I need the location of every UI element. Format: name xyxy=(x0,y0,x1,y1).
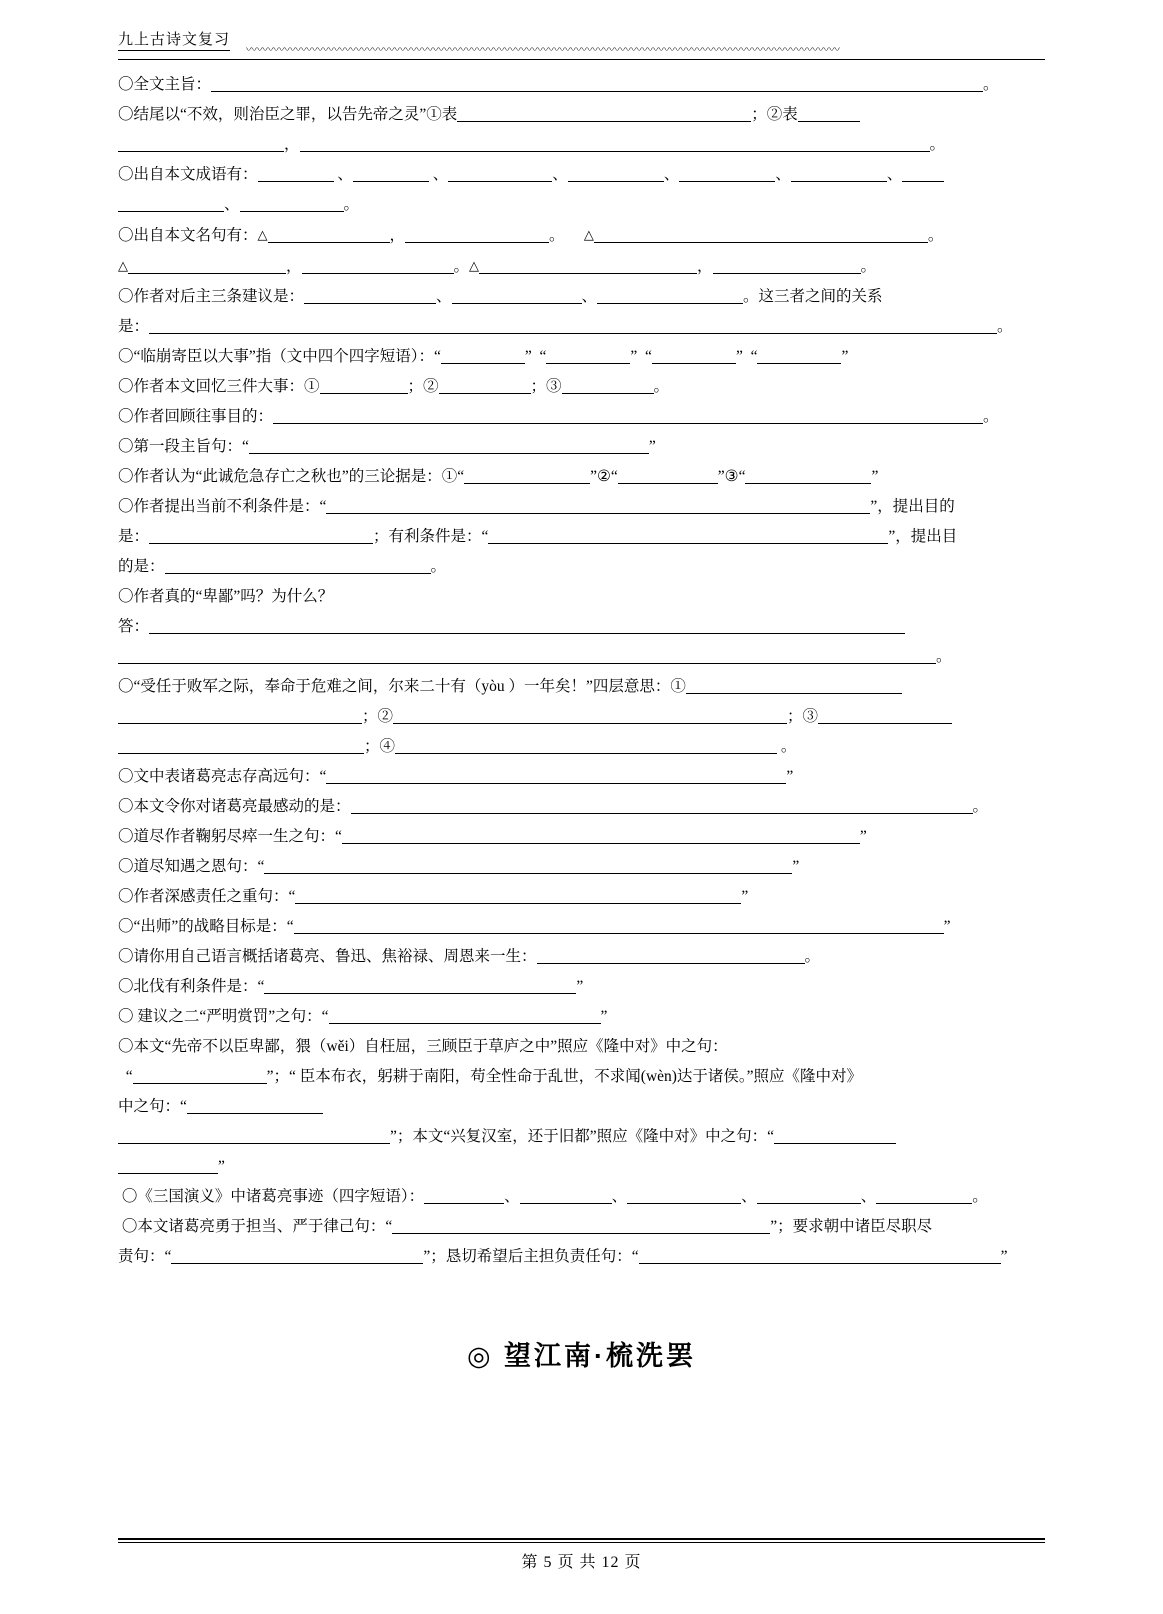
q7-label: 〇作者本文回忆三件大事：① xyxy=(118,378,320,395)
q10-end: ” xyxy=(871,468,879,485)
q18-end: ” xyxy=(741,888,749,905)
question-line-5-cont xyxy=(118,312,1045,342)
q17-label: 〇道尽知遇之恩句：“ xyxy=(118,858,265,875)
q12-answer-label: 答： xyxy=(118,618,150,635)
q2-mid: ；②表 xyxy=(751,106,798,123)
header-wave-decoration: 〰〰〰〰〰〰〰〰〰〰〰〰〰〰〰〰〰〰〰〰〰〰〰〰〰〰〰〰〰〰〰〰〰〰〰〰〰〰〰〰〰〰〰〰〰〰〰〰〰〰〰〰〰〰 xyxy=(246,47,840,53)
q4-period3: 。 xyxy=(453,258,470,275)
q23-b2: ”；“ 臣本布衣，躬耕于南阳，苟全性命于乱世，不求闻(wèn)达于诸侯。”照应《隆中对》 xyxy=(266,1068,863,1085)
q3-sep1: 、 xyxy=(337,166,353,183)
q7-m1: ；② xyxy=(407,378,439,395)
q11-label3: 的是： xyxy=(118,558,165,575)
q10-m1: ”②“ xyxy=(590,468,618,485)
q13-m1: ；② xyxy=(362,708,394,725)
footer-divider-bottom xyxy=(118,1542,1045,1543)
blank-16[interactable] xyxy=(342,828,860,844)
blank-23c[interactable] xyxy=(118,1128,390,1144)
blank-7a[interactable] xyxy=(320,378,408,394)
blank-6a[interactable] xyxy=(441,348,525,364)
question-line-3 xyxy=(118,160,1045,190)
q3-end: 。 xyxy=(343,196,360,213)
q4-comma2: ， xyxy=(286,258,302,275)
q7-m2: ；③ xyxy=(530,378,562,395)
triangle-marker-1: △ xyxy=(257,227,268,242)
blank-11c[interactable] xyxy=(488,528,888,544)
q3-sep7: 、 xyxy=(224,196,240,213)
blank-25a[interactable] xyxy=(392,1218,770,1234)
blank-3e[interactable] xyxy=(679,166,775,182)
q18-label: 〇作者深感责任之重句：“ xyxy=(118,888,296,905)
q24-sep1: 、 xyxy=(504,1188,520,1205)
question-line-3-cont xyxy=(118,190,1045,220)
blank-23b[interactable] xyxy=(187,1098,323,1114)
blank-24b[interactable] xyxy=(520,1188,612,1204)
q24-sep2: 、 xyxy=(611,1188,628,1205)
blank-10b[interactable] xyxy=(618,468,718,484)
question-line-24 xyxy=(118,1182,1045,1212)
q23-c: 中之句：“ xyxy=(118,1098,187,1115)
q14-end: ” xyxy=(786,768,794,785)
q8-end: 。 xyxy=(983,408,999,425)
blank-4e[interactable] xyxy=(302,258,454,274)
q4-period2: 。 xyxy=(927,227,944,244)
q25-m2: ”；恳切希望后主担负责任句：“ xyxy=(423,1248,639,1265)
blank-13d[interactable] xyxy=(818,708,952,724)
footer-divider-top xyxy=(118,1538,1045,1540)
question-line-11 xyxy=(118,492,1045,522)
q25-m1: ”；要求朝中诸臣尽职尽 xyxy=(770,1218,933,1235)
question-line-10 xyxy=(118,462,1045,492)
q24-end: 。 xyxy=(972,1188,988,1205)
question-line-23-cont xyxy=(118,1062,1045,1092)
question-line-5 xyxy=(118,282,1045,312)
question-line-8 xyxy=(118,402,1045,432)
blank-22[interactable] xyxy=(329,1008,601,1024)
blank-7b[interactable] xyxy=(439,378,531,394)
blank-2c[interactable] xyxy=(118,136,284,152)
question-line-13-cont2 xyxy=(118,732,1045,762)
blank-1[interactable] xyxy=(211,76,983,92)
q15-end: 。 xyxy=(972,798,989,815)
blank-12b[interactable] xyxy=(118,648,936,664)
blank-3h[interactable] xyxy=(118,196,224,212)
blank-21[interactable] xyxy=(264,978,576,994)
blank-9[interactable] xyxy=(249,438,649,454)
q13-label: 〇“受任于败军之际，奉命于危难之间，尔来二十有（yòu ）一年矣！”四层意思：① xyxy=(118,678,686,695)
q23-quote-open: “ xyxy=(125,1068,133,1085)
q5-sep2: 、 xyxy=(581,288,598,305)
q17-end: ” xyxy=(792,858,800,875)
blank-5d[interactable] xyxy=(149,318,997,334)
question-line-1 xyxy=(118,70,1045,100)
blank-6b[interactable] xyxy=(546,348,630,364)
q5-sep1: 、 xyxy=(436,288,452,305)
blank-4d[interactable] xyxy=(128,258,286,274)
blank-2d[interactable] xyxy=(300,136,930,152)
question-line-13 xyxy=(118,672,1045,702)
worksheet-body xyxy=(118,70,1045,1272)
q3-label: 〇出自本文成语有： xyxy=(118,166,258,183)
q10-m2: ”③“ xyxy=(717,468,746,485)
blank-4g[interactable] xyxy=(713,258,861,274)
page-header xyxy=(118,28,1045,56)
q12-end: 。 xyxy=(936,648,952,665)
q3-sep3: 、 xyxy=(552,166,568,183)
q24-label: 〇《三国演义》中诸葛亮事迹（四字短语）： xyxy=(121,1188,425,1205)
blank-5b[interactable] xyxy=(452,288,582,304)
blank-2a[interactable] xyxy=(457,106,751,122)
blank-3c[interactable] xyxy=(448,166,552,182)
header-title: 九上古诗文复习 xyxy=(118,28,230,51)
question-line-25-cont xyxy=(118,1242,1045,1272)
q11-m1: ”，提出目的 xyxy=(870,498,955,515)
blank-4c[interactable] xyxy=(594,227,928,243)
blank-13c[interactable] xyxy=(393,708,787,724)
question-line-23 xyxy=(118,1032,1045,1062)
triangle-marker-4: △ xyxy=(469,258,480,273)
q19-label: 〇“出师”的战略目标是：“ xyxy=(118,918,294,935)
q8-label: 〇作者回顾往事目的： xyxy=(118,408,274,425)
blank-20[interactable] xyxy=(537,948,805,964)
blank-6d[interactable] xyxy=(757,348,841,364)
q2-end: 。 xyxy=(929,136,946,153)
q19-end: ” xyxy=(943,918,951,935)
question-line-2-cont xyxy=(118,130,1045,160)
q16-label: 〇道尽作者鞠躬尽瘁一生之句：“ xyxy=(118,828,342,845)
q14-label: 〇文中表诸葛亮志存高远句：“ xyxy=(118,768,327,785)
blank-3a[interactable] xyxy=(258,166,334,182)
blank-25b[interactable] xyxy=(171,1248,423,1264)
blank-14[interactable] xyxy=(326,768,786,784)
question-line-19 xyxy=(118,912,1045,942)
blank-5a[interactable] xyxy=(304,288,436,304)
section-title-wangjiangnan: ◎ 望江南·梳洗罢 xyxy=(466,1341,697,1371)
q20-end: 。 xyxy=(804,948,821,965)
q16-end: ” xyxy=(859,828,867,845)
q11-label: 〇作者提出当前不利条件是：“ xyxy=(118,498,327,515)
q10-label: 〇作者认为“此诚危急存亡之秋也”的三论据是：①“ xyxy=(118,468,465,485)
question-line-12-answer xyxy=(118,612,1045,642)
blank-18[interactable] xyxy=(295,888,741,904)
question-line-12-answer-cont xyxy=(118,642,1045,672)
question-line-14 xyxy=(118,762,1045,792)
q12-label: 〇作者真的“卑鄙”吗？为什么？ xyxy=(118,588,334,605)
q25-label2: 责句：“ xyxy=(118,1248,172,1265)
blank-7c[interactable] xyxy=(562,378,654,394)
blank-24a[interactable] xyxy=(424,1188,504,1204)
q4-period4: 。 xyxy=(860,258,877,275)
question-line-11-cont2 xyxy=(118,552,1045,582)
question-line-4-cont xyxy=(118,251,1045,282)
q23-label: 〇本文“先帝不以臣卑鄙，猥（wěi）自枉屈，三顾臣于草庐之中”照应《隆中对》中之句： xyxy=(118,1038,728,1055)
q13-m3: ；④ xyxy=(364,738,396,755)
blank-4b[interactable] xyxy=(405,227,549,243)
question-line-9 xyxy=(118,432,1045,462)
blank-13f[interactable] xyxy=(395,738,777,754)
blank-6c[interactable] xyxy=(652,348,736,364)
page-footer xyxy=(118,1538,1045,1572)
triangle-marker-2: △ xyxy=(583,227,594,242)
blank-12a[interactable] xyxy=(149,618,905,634)
blank-3b[interactable] xyxy=(353,166,429,182)
q13-end: 。 xyxy=(780,738,797,755)
q22-label: 〇 建议之二“严明赏罚”之句：“ xyxy=(118,1008,329,1025)
blank-23a[interactable] xyxy=(133,1068,267,1084)
blank-8[interactable] xyxy=(273,408,983,424)
blank-10c[interactable] xyxy=(745,468,871,484)
q21-end: ” xyxy=(576,978,584,995)
q3-sep4: 、 xyxy=(663,166,680,183)
q5-label: 〇作者对后主三条建议是： xyxy=(118,288,305,305)
q24-sep4: 、 xyxy=(860,1188,877,1205)
question-line-16 xyxy=(118,822,1045,852)
q11-m2: ；有利条件是：“ xyxy=(373,528,489,545)
q4-label: 〇出自本文名句有： xyxy=(118,227,258,244)
q25-end: ” xyxy=(1000,1248,1008,1265)
q24-sep3: 、 xyxy=(741,1188,757,1205)
question-line-13-cont xyxy=(118,702,1045,732)
question-line-6: 〇“临崩寄臣以大事”指（文中四个四字短语）：“ ” “ ” “ ” “ ” xyxy=(118,348,849,365)
question-line-12 xyxy=(118,582,1045,612)
q1-end: 。 xyxy=(983,76,999,93)
blank-3d[interactable] xyxy=(568,166,664,182)
q7-end: 。 xyxy=(653,378,670,395)
q5-label2: 是： xyxy=(118,318,150,335)
question-line-11-cont xyxy=(118,522,1045,552)
q3-sep6: 、 xyxy=(886,166,903,183)
header-divider xyxy=(118,59,1045,60)
q2-sep: ， xyxy=(284,136,300,153)
blank-24c[interactable] xyxy=(627,1188,741,1204)
question-line-4 xyxy=(118,220,1045,251)
blank-23d[interactable] xyxy=(774,1128,896,1144)
blank-13a[interactable] xyxy=(686,678,902,694)
question-line-2 xyxy=(118,100,1045,130)
blank-3f[interactable] xyxy=(791,166,887,182)
blank-15[interactable] xyxy=(351,798,973,814)
q5-mid: 。这三者之间的关系 xyxy=(743,288,883,305)
q11-m3: ”，提出目 xyxy=(888,528,958,545)
q1-label: 〇全文主旨： xyxy=(118,76,212,93)
blank-10a[interactable] xyxy=(464,468,590,484)
q6-label: 〇“临崩寄臣以大事”指（文中四个四字短语）： xyxy=(118,348,435,365)
q25-label: 〇本文诸葛亮勇于担当、严于律己句：“ xyxy=(121,1218,393,1235)
q20-label: 〇请你用自己语言概括诸葛亮、鲁迅、焦裕禄、周恩来一生： xyxy=(118,948,537,965)
blank-4f[interactable] xyxy=(479,258,697,274)
blank-11a[interactable] xyxy=(326,498,870,514)
q9-label: 〇第一段主旨句：“ xyxy=(118,438,249,455)
q22-end: ” xyxy=(600,1008,608,1025)
page-number: 第 5 页 共 12 页 xyxy=(521,1554,642,1571)
question-line-23-cont4 xyxy=(118,1152,1045,1182)
question-line-17 xyxy=(118,852,1045,882)
question-line-23-cont3 xyxy=(118,1122,1045,1152)
blank-3g[interactable] xyxy=(902,166,944,182)
blank-24d[interactable] xyxy=(757,1188,861,1204)
blank-23e[interactable] xyxy=(118,1158,218,1174)
question-line-22 xyxy=(118,1002,1045,1032)
question-line-7 xyxy=(118,372,1045,402)
triangle-marker-3: △ xyxy=(118,258,128,273)
q5-end: 。 xyxy=(997,318,1013,335)
question-line-20 xyxy=(118,942,1045,972)
q4-period1: 。 xyxy=(549,227,565,244)
blank-24e[interactable] xyxy=(876,1188,972,1204)
question-line-15 xyxy=(118,792,1045,822)
q11-end: 。 xyxy=(430,558,447,575)
q23-e: ” xyxy=(218,1158,225,1175)
q23-d: ”；本文“兴复汉室，还于旧都”照应《隆中对》中之句：“ xyxy=(390,1128,775,1145)
blank-4a[interactable] xyxy=(268,227,390,243)
q2-label: 〇结尾以“不效，则治臣之罪，以告先帝之灵”①表 xyxy=(118,106,458,123)
q4-comma1: ， xyxy=(389,227,406,244)
question-line-25 xyxy=(118,1212,1045,1242)
blank-11b[interactable] xyxy=(149,528,373,544)
blank-11d[interactable] xyxy=(165,558,431,574)
blank-13b[interactable] xyxy=(118,708,362,724)
q15-label: 〇本文令你对诸葛亮最感动的是： xyxy=(118,798,351,815)
q11-label2: 是： xyxy=(118,528,150,545)
q3-sep2: 、 xyxy=(432,166,449,183)
blank-5c[interactable] xyxy=(597,288,743,304)
blank-13e[interactable] xyxy=(118,738,364,754)
question-line-21 xyxy=(118,972,1045,1002)
q13-m2: ；③ xyxy=(787,708,819,725)
blank-2b[interactable] xyxy=(798,106,860,122)
blank-19[interactable] xyxy=(294,918,944,934)
blank-17[interactable] xyxy=(264,858,792,874)
q4-comma3: ， xyxy=(697,258,713,275)
question-line-18 xyxy=(118,882,1045,912)
blank-25c[interactable] xyxy=(639,1248,1001,1264)
question-line-23-cont2 xyxy=(118,1092,1045,1122)
q3-sep5: 、 xyxy=(775,166,791,183)
blank-3i[interactable] xyxy=(240,196,344,212)
q9-end: ” xyxy=(648,438,656,455)
q21-label: 〇北伐有利条件是：“ xyxy=(118,978,265,995)
